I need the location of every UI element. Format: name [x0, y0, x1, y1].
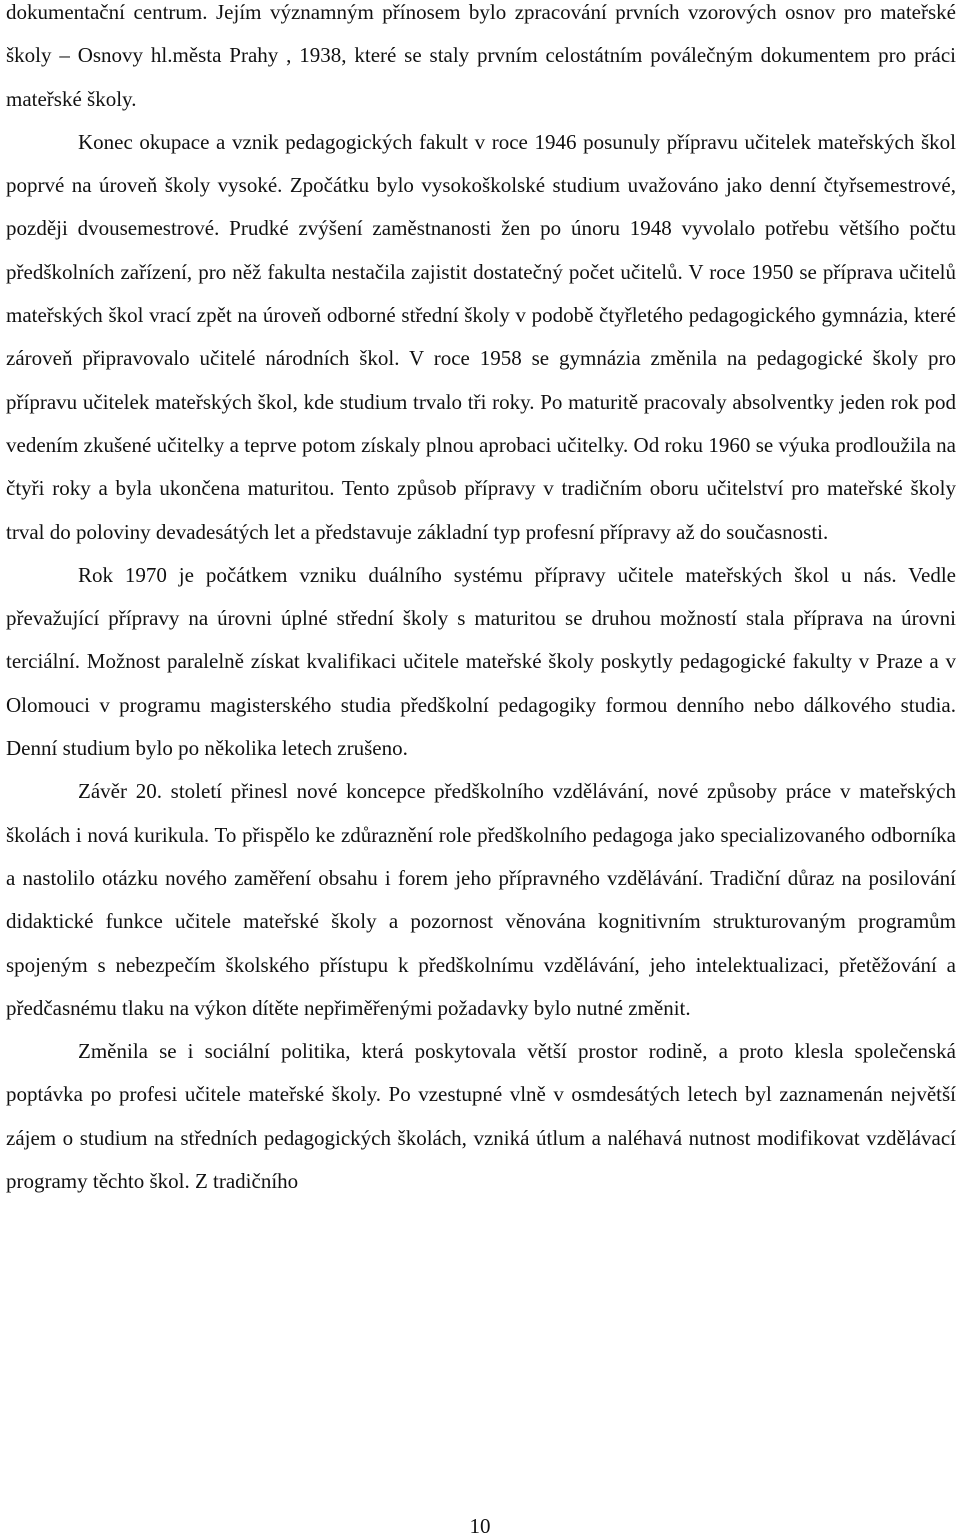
paragraph-4: Závěr 20. století přinesl nové koncepce předškolního vzdělávání, nové způsoby práce v mateřských školách i nová kurikula. To přispělo ke zdůraznění role předškolního pedagoga jako specializovaného odborníka a nastolilo otázku nového zaměření obsahu i forem jeho přípravného vzdělávání. Tradiční důraz na posilování didaktické funkce učitele mateřské školy a pozornost věnována kognitivním strukturovaným programům spojeným s nebezpečím školského přístupu k předškolnímu vzdělávání, jeho intelektualizaci, přetěžování a předčasnému tlaku na výkon dítěte nepřiměřenými požadavky bylo nutné změnit. — [6, 779, 956, 1020]
paragraph-1: dokumentační centrum. Jejím významným přínosem bylo zpracování prvních vzorových osnov pro mateřské školy – Osnovy hl.města Prahy , 1938, které se staly prvním celostátním poválečným dokumentem pro práci mateřské školy. — [6, 0, 956, 111]
document-page — [6, 0, 956, 1203]
paragraph-3: Rok 1970 je počátkem vzniku duálního systému přípravy učitele mateřských škol u nás. Vedle převažující přípravy na úrovni úplné střední školy s maturitou se druhou možností stala příprava na úrovni terciální. Možnost paralelně získat kvalifikaci učitele mateřské školy poskytly pedagogické fakulty v Praze a v Olomouci v programu magisterského studia předškolní pedagogiky formou denního nebo dálkového studia. Denní studium bylo po několika letech zrušeno. — [6, 562, 956, 761]
page-number: 10 — [469, 1514, 491, 1538]
paragraph-2: Konec okupace a vznik pedagogických fakult v roce 1946 posunuly přípravu učitelek mateřských škol poprvé na úroveň školy vysoké. Zpočátku bylo vysokoškolské studium uvažováno jako denní čtyřsemestrové, později dvousemestrové. Prudké zvýšení zaměstnanosti žen po únoru 1948 vyvolalo potřebu většího počtu předškolních zařízení, pro něž fakulta nestačila zajistit dostatečný počet učitelů. V roce 1950 se příprava učitelů mateřských škol vrací zpět na úroveň odborné střední školy v podobě čtyřletého pedagogického gymnázia, které zároveň připravovalo učitelé národních škol. V roce 1958 se gymnázia změnila na pedagogické školy pro přípravu učitelek mateřských škol, kde studium trvalo tři roky. Po maturitě pracovaly absolventky jeden rok pod vedením zkušené učitelky a teprve potom získaly plnou aprobaci učitelky. Od roku 1960 se výuka prodloužila na čtyři roky a byla ukončena maturitou. Tento způsob přípravy v tradičním oboru učitelství pro mateřské školy trval do poloviny devadesátých let a představuje základní typ profesní přípravy až do současnosti. — [6, 129, 956, 544]
paragraph-5: Změnila se i sociální politika, která poskytovala větší prostor rodině, a proto klesla společenská poptávka po profesi učitele mateřské školy. Po vzestupné vlně v osmdesátých letech byl zaznamenán největší zájem o studium na středních pedagogických školách, vzniká útlum a naléhavá nutnost modifikovat vzdělávací programy těchto škol. Z tradičního — [6, 1039, 956, 1194]
